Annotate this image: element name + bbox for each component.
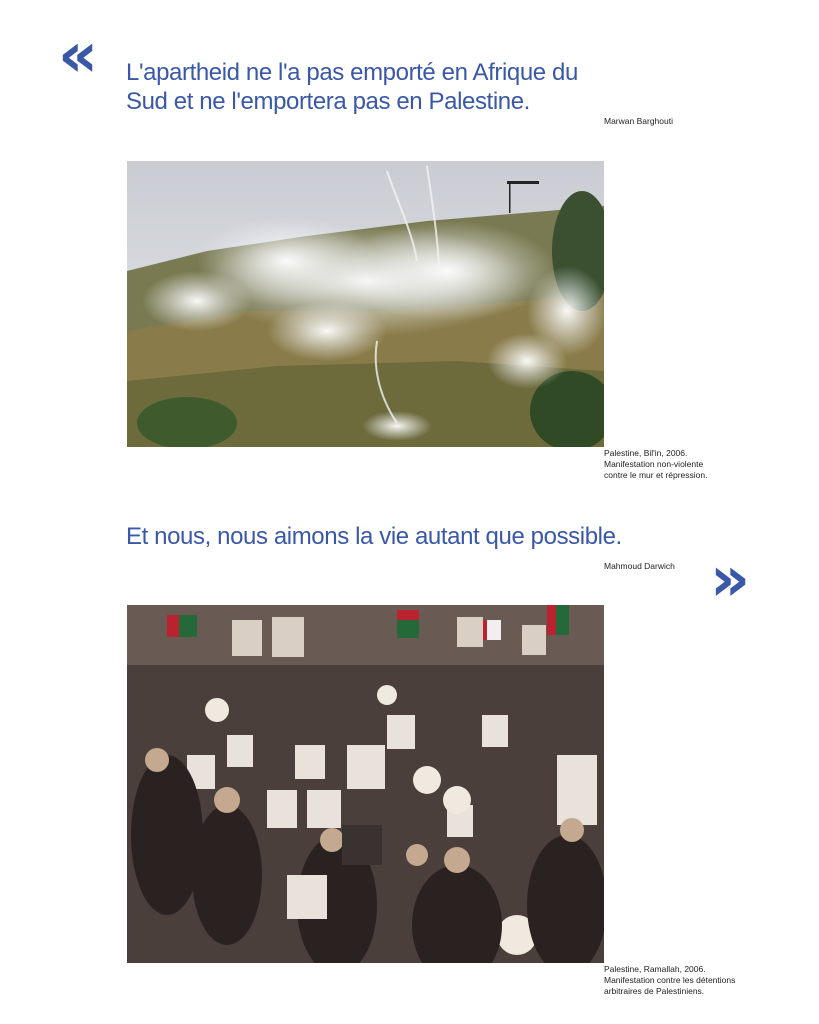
caption-line: Palestine, Ramallah, 2006. xyxy=(604,964,706,974)
photo-ramallah-protest xyxy=(127,605,604,963)
caption-line: Manifestation contre les détentions xyxy=(604,975,736,985)
caption-line: contre le mur et répression. xyxy=(604,470,708,480)
caption-line: Palestine, Bil'in, 2006. xyxy=(604,448,688,458)
photo-caption-bilin xyxy=(604,448,764,481)
quote-author-darwich: Mahmoud Darwich xyxy=(604,561,675,571)
caption-line: Manifestation non-violente xyxy=(604,459,704,469)
opening-quote-mark: « xyxy=(58,18,93,91)
quote-darwich: Et nous, nous aimons la vie autant que possible. xyxy=(126,523,622,550)
photo-caption-ramallah xyxy=(604,964,764,997)
caption-line: arbitraires de Palestiniens. xyxy=(604,986,705,996)
closing-quote-mark: » xyxy=(710,542,745,615)
quote-author-barghouti: Marwan Barghouti xyxy=(604,116,673,126)
quote-barghouti: L'apartheid ne l'a pas emporté en Afrique du Sud et ne l'emportera pas en Palestine. xyxy=(126,59,578,115)
photo-bilin-protest xyxy=(127,161,604,447)
